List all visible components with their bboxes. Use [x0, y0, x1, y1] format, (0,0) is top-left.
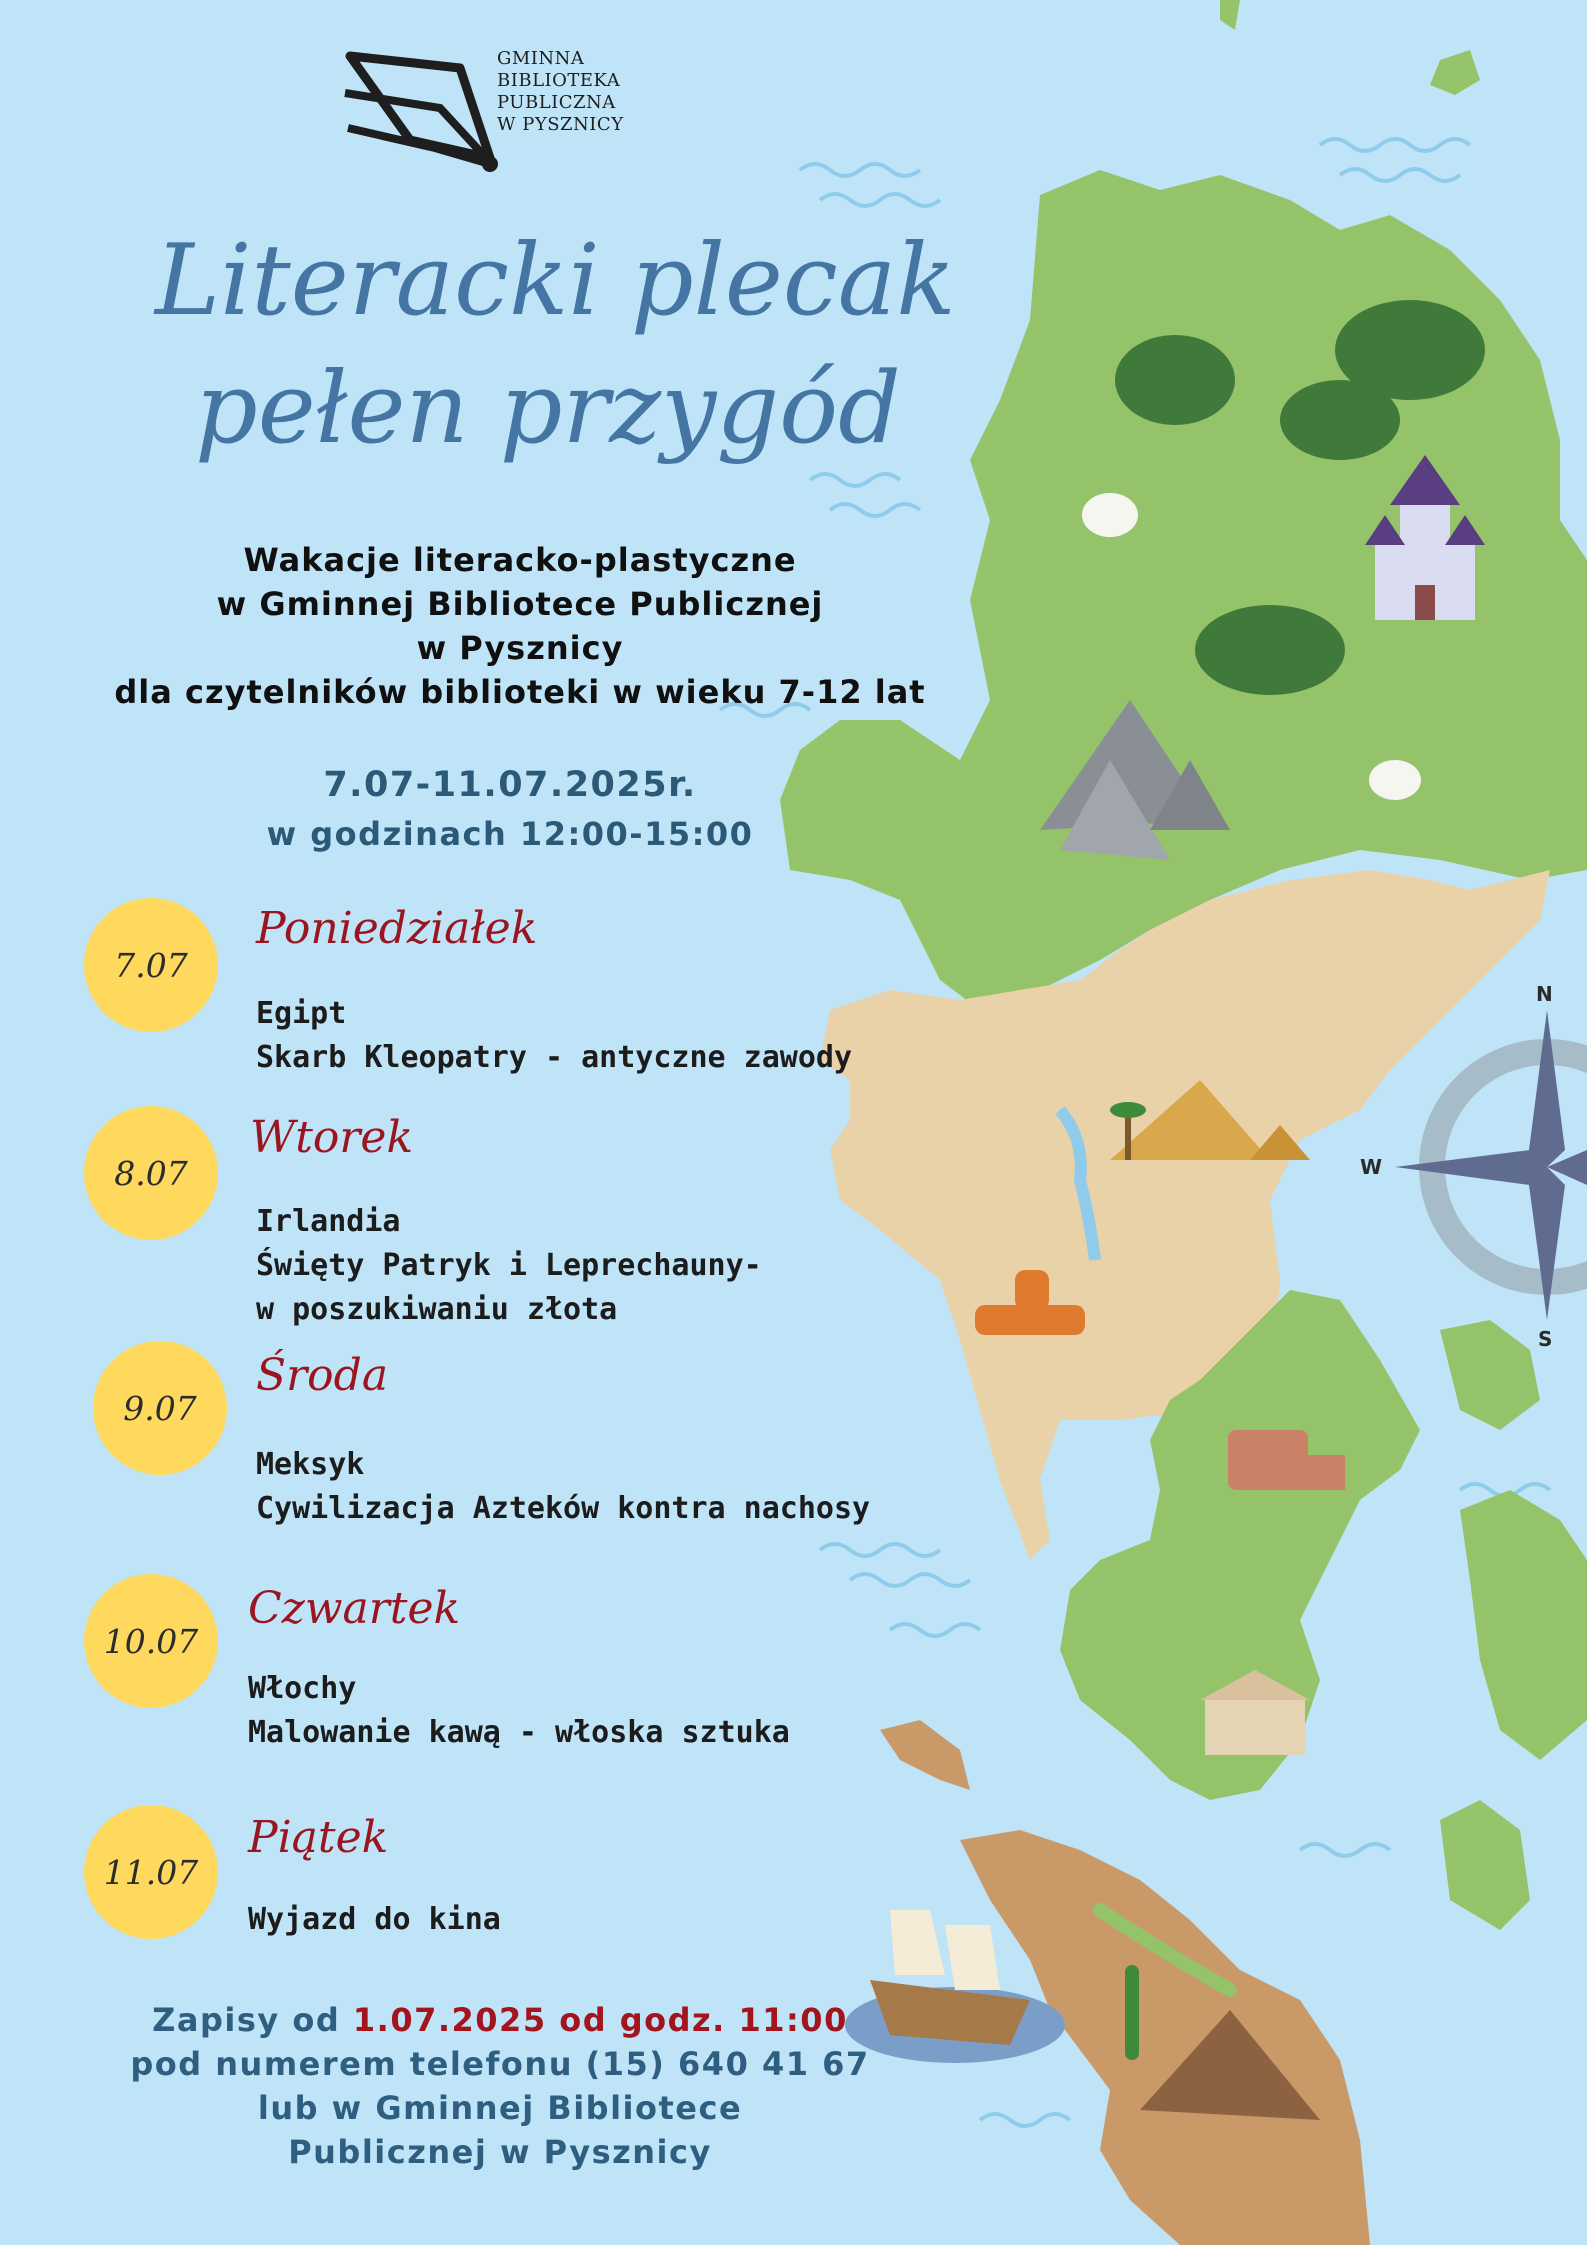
day-name: Wtorek	[250, 1112, 414, 1163]
description-line: w Pysznicy	[416, 629, 624, 667]
activity-line: Meksyk	[256, 1447, 365, 1482]
date-badge: 7.07	[84, 898, 218, 1032]
compass-north-label: N	[1536, 982, 1553, 1006]
phone-line: pod numerem telefonu (15) 640 41 67	[130, 2045, 870, 2083]
compass-rose-icon	[1395, 1010, 1587, 1320]
registration-info	[80, 1998, 920, 2174]
cactus-icon	[1125, 1965, 1139, 2060]
hours: w godzinach 12:00-15:00	[266, 815, 754, 853]
registration-prefix: Zapisy od	[152, 2001, 353, 2039]
date-badge: 10.07	[84, 1574, 218, 1708]
day-name: Czwartek	[248, 1583, 461, 1634]
activity-line: Skarb Kleopatry - antyczne zawody	[256, 1040, 853, 1075]
activity-line: Wyjazd do kina	[248, 1902, 501, 1937]
activity-line: Cywilizacja Azteków kontra nachosy	[256, 1491, 871, 1526]
day-name: Poniedziałek	[256, 903, 538, 954]
activity-line: Irlandia	[256, 1204, 401, 1239]
logo-line: PUBLICZNA	[497, 92, 616, 113]
page-title-line1: Literacki plecak	[155, 224, 956, 338]
book-logo-icon	[340, 48, 500, 178]
logo-line: BIBLIOTEKA	[497, 70, 621, 91]
page-title-line2: pełen przygód	[195, 352, 901, 466]
event-description	[40, 538, 1000, 714]
activity-line: Egipt	[256, 996, 347, 1031]
logo-line: W PYSZNICY	[497, 114, 624, 135]
activity-line: Włochy	[248, 1671, 357, 1706]
activity-line: w poszukiwaniu złota	[256, 1292, 618, 1327]
description-line: dla czytelników biblioteki w wieku 7-12 lat	[114, 673, 926, 711]
compass-south-label: S	[1538, 1327, 1553, 1351]
day-name: Piątek	[248, 1812, 389, 1863]
description-line: Wakacje literacko-plastyczne	[243, 541, 797, 579]
date-badge: 9.07	[93, 1341, 227, 1475]
library-logo-text	[497, 48, 624, 136]
activity-line: Święty Patryk i Leprechauny-	[256, 1248, 762, 1283]
logo-line: GMINNA	[497, 48, 585, 69]
registration-date: 1.07.2025 od godz. 11:00	[352, 2001, 848, 2039]
registration-line: Publicznej w Pysznicy	[288, 2133, 712, 2171]
compass-west-label: W	[1360, 1155, 1383, 1179]
date-range: 7.07-11.07.2025r.	[323, 765, 697, 805]
date-badge: 11.07	[84, 1805, 218, 1939]
registration-line: lub w Gminnej Bibliotece	[257, 2089, 743, 2127]
description-line: w Gminnej Bibliotece Publicznej	[216, 585, 824, 623]
activity-line: Malowanie kawą - włoska sztuka	[248, 1715, 790, 1750]
day-name: Środa	[256, 1350, 389, 1401]
registration-line	[80, 1998, 920, 2042]
date-badge: 8.07	[84, 1106, 218, 1240]
